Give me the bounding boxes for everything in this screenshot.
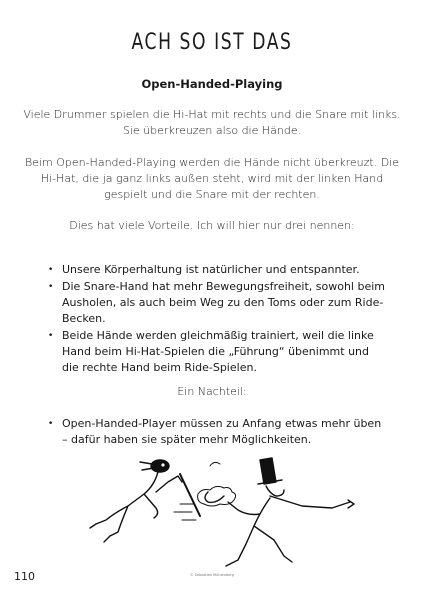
right-figure [205, 458, 354, 566]
list-item: • Open-Handed-Player müssen zu Anfang etwas mehr üben – dafür haben sie später mehr Möglichkeiten. [48, 416, 388, 448]
section-heading: Open-Handed-Playing [141, 77, 283, 91]
intro-paragraph: Viele Drummer spielen die Hi-Hat mit rechts und die Snare mit links. Sie überkreuzen also die Hände. [23, 108, 401, 137]
explanation-paragraph: Beim Open-Handed-Playing werden die Hände nicht überkreuzt. Die Hi-Hat, die ja ganz links außen steht, wird mit der linken Hand gespielt und die Snare mit der rechten. [24, 156, 400, 201]
drummer-cartoon-illustration [70, 452, 360, 578]
disadvantages-list [48, 416, 388, 449]
advantages-list [48, 262, 388, 377]
list-item: • Die Snare-Hand hat mehr Bewegungsfreiheit, sowohl beim Ausholen, als auch beim Weg zu den Toms oder zum Ride-Becken. [48, 279, 388, 327]
list-item: • Beide Hände werden gleichmäßig trainiert, weil die linke Hand beim Hi-Hat-Spielen die „Führung“ übenimmt und die rechte Hand beim Ride-Spielen. [48, 328, 388, 376]
left-figure [90, 460, 200, 542]
disadvantage-heading: Ein Nachteil: [177, 385, 247, 398]
chapter-title: ACH SO IST DAS [131, 30, 293, 55]
dust-cloud [174, 462, 236, 520]
page-number: 110 [14, 570, 35, 583]
list-item: • Unsere Körperhaltung ist natürlicher und entspannter. [48, 262, 388, 278]
illustration-credit: © Sebastian Mühlenberg [190, 573, 234, 577]
advantages-intro: Dies hat viele Vorteile. Ich will hier nur drei nennen: [69, 219, 355, 232]
